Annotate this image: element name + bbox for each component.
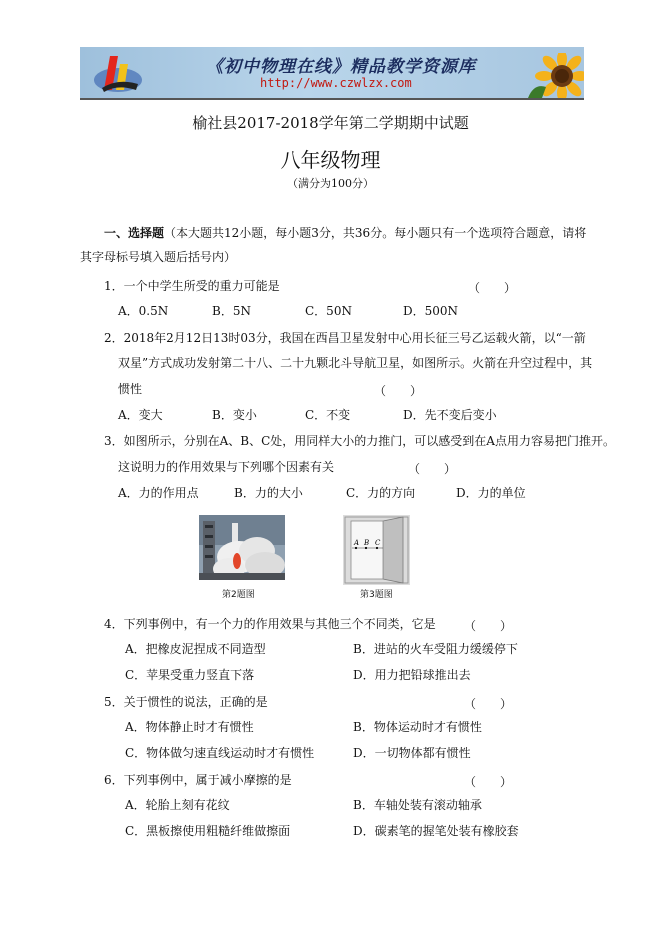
banner-divider: [80, 98, 584, 100]
question-5-option-b: B．物体运动时才有惯性: [353, 720, 482, 734]
question-2-stem-line3: 惯性: [118, 382, 143, 396]
question-5-answer-blank: （ ）: [464, 697, 513, 711]
question-5-option-a: A．物体静止时才有惯性: [125, 720, 254, 734]
header-banner: [80, 47, 584, 98]
question-6-option-c: C．黑板擦使用粗糙纤维做擦面: [125, 824, 291, 838]
question-4-option-a: A．把橡皮泥捏成不同造型: [125, 642, 266, 656]
question-2-answer-blank: （ ）: [374, 384, 423, 398]
question-2-option-d: D．先不变后变小: [403, 408, 497, 422]
question-3-stem-line1: 3．如图所示，分别在A、B、C处，用同样大小的力推门，可以感受到在A点用力容易把门推开。: [104, 434, 615, 448]
question-2-option-a: A．变大: [118, 408, 163, 422]
question-1-option-a: A．0.5N: [118, 304, 169, 318]
question-4-option-c: C．苹果受重力竖直下落: [125, 668, 255, 682]
question-4-option-d: D．用力把铅球推出去: [353, 668, 471, 682]
question-6-option-d: D．碳素笔的握笔处装有橡胶套: [353, 824, 519, 838]
question-3-answer-blank: （ ）: [408, 462, 457, 476]
question-2-stem-line1: 2．2018年2月12日13时03分，我国在西昌卫星发射中心用长征三号乙运载火箭，以“一箭: [104, 331, 586, 345]
section-note-line1: （本大题共12小题，每小题3分，共36分。每小题只有一个选项符合题意，请将: [164, 226, 587, 240]
question-1-option-d: D．500N: [403, 304, 459, 318]
section-note-line2: 其字母标号填入题后括号内）: [80, 250, 237, 264]
question-4-option-b: B．进站的火车受阻力缓缓停下: [353, 642, 518, 656]
rocket-launch-photo: [199, 515, 285, 580]
door-diagram: [343, 515, 410, 585]
exam-title: 榆社县2017-2018学年第二学期期中试题: [192, 114, 469, 132]
question-5-option-d: D．一切物体都有惯性: [353, 746, 471, 760]
question-1-option-b: B．5N: [212, 304, 251, 318]
banner-url: http://www.czwlzx.com: [260, 76, 412, 90]
question-5-option-c: C．物体做匀速直线运动时才有惯性: [125, 746, 315, 760]
question-6-option-a: A．轮胎上刻有花纹: [125, 798, 230, 812]
question-6-stem: 6．下列事例中，属于减小摩擦的是: [104, 773, 292, 787]
sunflower-icon: [524, 53, 584, 98]
figure-3-caption: 第3题图: [360, 590, 393, 600]
question-3-option-c: C．力的方向: [346, 486, 416, 500]
question-3-stem-line2: 这说明力的作用效果与下列哪个因素有关: [118, 460, 335, 474]
question-6-answer-blank: （ ）: [464, 775, 513, 789]
question-4-stem: 4．下列事例中，有一个力的作用效果与其他三个不同类，它是: [104, 617, 436, 631]
question-1-option-c: C．50N: [305, 304, 352, 318]
question-1-stem: 1．一个中学生所受的重力可能是: [104, 279, 280, 293]
site-logo-icon: [92, 50, 144, 96]
subject-title: 八年级物理: [280, 148, 381, 172]
figure-2-caption: 第2题图: [222, 590, 255, 600]
banner-title: 《初中物理在线》精品教学资源库: [206, 57, 476, 77]
question-1-answer-blank: （ ）: [468, 281, 517, 295]
question-2-option-c: C．不变: [305, 408, 351, 422]
question-4-answer-blank: （ ）: [464, 619, 513, 633]
section-title: 一、选择题: [104, 226, 165, 240]
door-label-a: A: [354, 539, 360, 547]
question-3-option-a: A．力的作用点: [118, 486, 199, 500]
question-3-option-b: B．力的大小: [234, 486, 303, 500]
door-label-b: B: [364, 539, 370, 547]
question-2-option-b: B．变小: [212, 408, 257, 422]
question-3-option-d: D．力的单位: [456, 486, 526, 500]
section-heading: [104, 226, 586, 240]
question-6-option-b: B．车轴处装有滚动轴承: [353, 798, 482, 812]
full-score-note: （满分为100分）: [287, 177, 374, 190]
question-5-stem: 5．关于惯性的说法，正确的是: [104, 695, 268, 709]
question-2-stem-line2: 双星”方式成功发射第二十八、二十九颗北斗导航卫星，如图所示。火箭在升空过程中，其: [118, 356, 593, 370]
door-label-c: C: [375, 539, 381, 547]
